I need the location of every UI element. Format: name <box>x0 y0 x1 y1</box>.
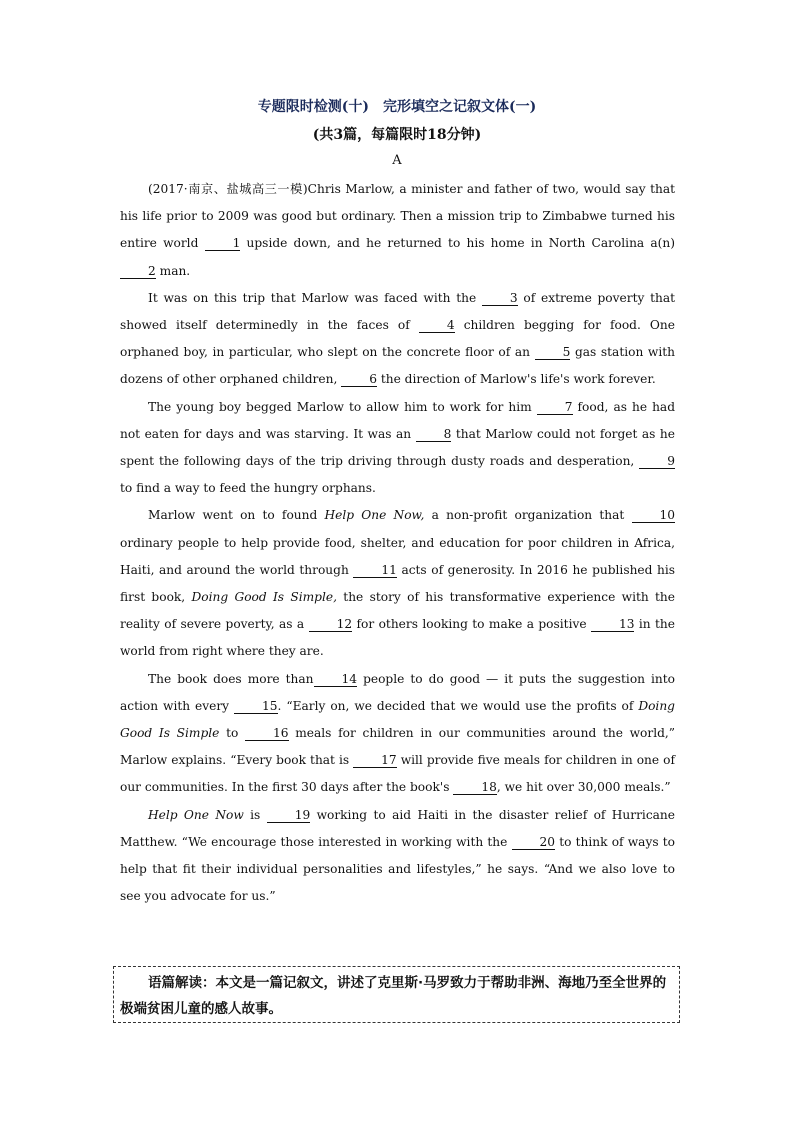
text-run: ordinary people to help provide food, shelter, and education for poor children in Africa, Haiti, and around the world through <box>120 535 675 577</box>
text-run: the story of his transformative experience with the reality of severe poverty, as a <box>120 590 675 632</box>
cloze-passage <box>120 176 675 910</box>
blank-17: 17 <box>353 753 397 768</box>
blank-5: 5 <box>535 345 571 360</box>
blank-14: 14 <box>314 672 358 687</box>
paragraph-4 <box>120 502 675 665</box>
text-run: to find a way to feed the hungry orphans. <box>120 481 376 496</box>
text-run: (2017·南京、盐城高三一模)Chris Marlow, a minister and father of two, would say that his life prior to 2009 was good but ordinary. Then a mission trip to Zimbabwe turned his entire world <box>120 182 675 251</box>
blank-9: 9 <box>639 454 675 469</box>
text-run: The young boy begged Marlow to allow him to work for him <box>148 399 537 414</box>
text-run: people to do good — it puts the suggestion into action with every <box>120 671 676 713</box>
paragraph-2 <box>120 285 675 394</box>
blank-7: 7 <box>537 400 573 415</box>
blank-13: 13 <box>591 617 635 632</box>
blank-18: 18 <box>453 780 497 795</box>
blank-16: 16 <box>245 726 289 741</box>
text-run: is <box>243 807 267 822</box>
organization-name: Help One Now <box>148 807 244 822</box>
text-run: food, as he had not eaten for days and was starving. It was an <box>120 399 675 441</box>
reading-note-box <box>113 966 680 1023</box>
book-title: Doing Good Is Simple <box>120 698 675 741</box>
text-run: The book does more than <box>148 671 314 686</box>
blank-2: 2 <box>120 264 156 279</box>
paragraph-5 <box>120 666 675 802</box>
organization-name: Help One Now, <box>324 508 425 523</box>
blank-8: 8 <box>416 427 452 442</box>
text-run: gas station with dozens of other orphaned children, <box>120 345 675 387</box>
text-run: acts of generosity. In 2016 he published his first book, <box>120 562 676 605</box>
blank-15: 15 <box>234 699 278 714</box>
blank-19: 19 <box>267 808 311 823</box>
text-run: to <box>219 726 246 741</box>
text-run: , we hit over 30,000 meals.” <box>496 780 671 795</box>
blank-10: 10 <box>632 508 676 523</box>
text-run: It was on this trip that Marlow was faced with the <box>148 290 482 305</box>
text-run: Marlow went on to found <box>148 508 325 523</box>
text-run: upside down, and he returned to his home in North Carolina a(n) <box>240 236 675 251</box>
text-run: children begging for food. One orphaned boy, in particular, who slept on the concrete floor of an <box>120 318 675 360</box>
page-title: 专题限时检测(十) 完形填空之记叙文体(一) <box>257 99 537 115</box>
blank-6: 6 <box>341 372 377 387</box>
text-run: the direction of Marlow's life's work forever. <box>376 372 656 387</box>
text-run: that Marlow could not forget as he spent the following days of the trip driving through dusty roads and desperation, <box>120 426 675 469</box>
blank-20: 20 <box>512 835 556 850</box>
text-run: to think of ways to help that fit their individual personalities and lifestyles,” he says. “And we also love to see you advocate for us.” <box>120 834 675 904</box>
paragraph-3 <box>120 394 675 503</box>
text-run: will provide five meals for children in one of our communities. In the first 30 days after the book's <box>120 753 675 795</box>
text-run: in the world from right where they are. <box>120 617 675 659</box>
blank-12: 12 <box>309 617 353 632</box>
page-subtitle: (共3篇，每篇限时18分钟) <box>312 127 482 143</box>
text-run: for others looking to make a positive <box>352 617 591 632</box>
text-run: working to aid Haiti in the disaster relief of Hurricane Matthew. “We encourage those interested in working with the <box>120 807 675 849</box>
text-run: man. <box>155 263 191 278</box>
paragraph-6 <box>120 802 675 911</box>
text-run: . “Early on, we decided that we would use the profits of <box>277 698 639 713</box>
book-title: Doing Good Is Simple, <box>191 590 337 605</box>
text-run: a non-profit organization that <box>424 508 632 523</box>
reading-note: 语篇解读：本文是一篇记叙文，讲述了克里斯·马罗致力于帮助非洲、海地乃至全世界的极端贫困儿童的感人故事。 <box>120 975 667 1017</box>
text-run: of extreme poverty that showed itself determinedly in the faces of <box>120 290 675 333</box>
blank-4: 4 <box>419 318 455 333</box>
blank-3: 3 <box>482 291 518 306</box>
section-label: A <box>392 153 402 168</box>
blank-11: 11 <box>353 563 397 578</box>
text-run: meals for children in our communities around the world,” Marlow explains. “Every book that is <box>120 726 676 768</box>
paragraph-1 <box>120 176 675 285</box>
blank-1: 1 <box>205 236 241 251</box>
